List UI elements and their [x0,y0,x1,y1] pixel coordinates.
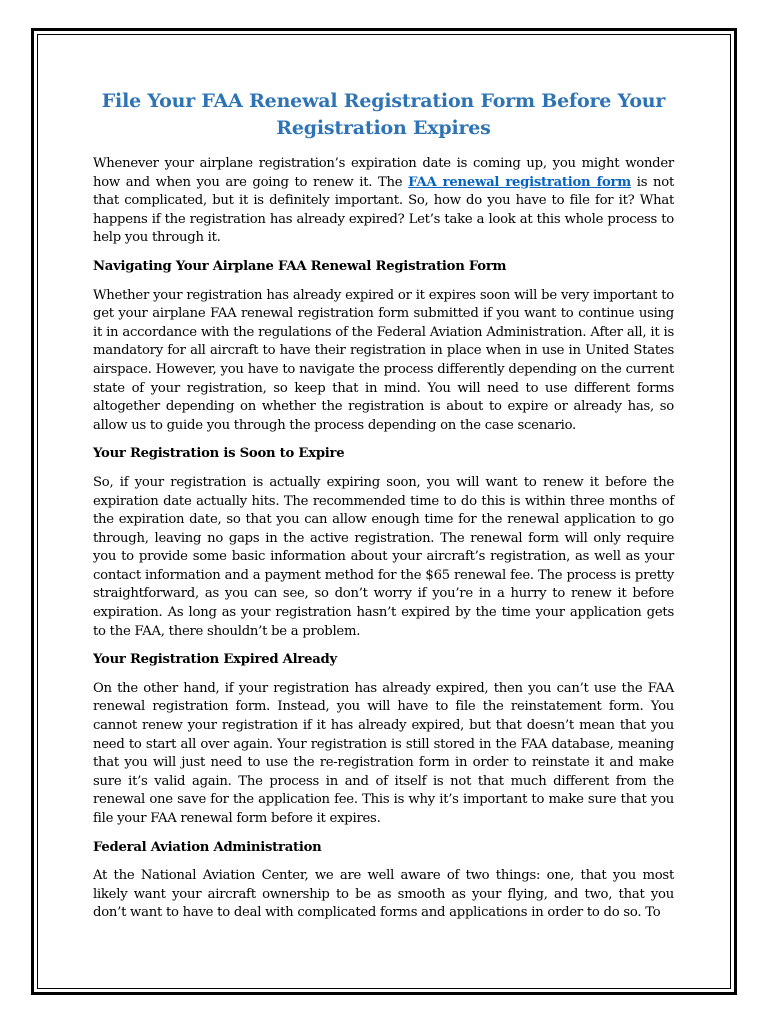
document-content [93,88,674,933]
section-body-faa: At the National Aviation Center, we are well aware of two things: one, that you most likely want your aircraft ownership to be as smooth as your flying, and two, that you don’t want to have to deal with complicated forms and applications in order to do so. To [93,868,674,921]
intro-paragraph [93,155,674,248]
section-heading-expired-already: Your Registration Expired Already [93,652,337,668]
section-heading-soon-to-expire: Your Registration is Soon to Expire [93,446,345,462]
section-body-navigating: Whether your registration has already expired or it expires soon will be very important to get your airplane FAA renewal registration form submitted if you want to continue using it in accordance with the regulations of the Federal Aviation Administration. After all, it is mandatory for all aircraft to have their registration in place when in use in United States airspace. However, you have to navigate the process differently depending on the current state of your registration, so keep that in mind. You will need to use different forms altogether depending on whether the registration is about to expire or already has, so allow us to guide you through the process depending on the case scenario. [93,287,674,433]
section-heading-navigating: Navigating Your Airplane FAA Renewal Registration Form [93,258,507,274]
document-title: File Your FAA Renewal Registration Form Before Your Registration Expires [101,90,666,139]
section-body-expired-already: On the other hand, if your registration has already expired, then you can’t use the FAA renewal registration form. Instead, you will have to file the reinstatement form. You cannot renew your registration if it has already expired, but that doesn’t mean that you need to start all over again. Your registration is still stored in the FAA database, meaning that you will just need to use the re-registration form in order to reinstate it and make sure it’s valid again. The process in and of itself is not that much different from the renewal one save for the application fee. This is why it’s important to make sure that you file your FAA renewal form before it expires. [93,680,674,826]
faa-renewal-form-link[interactable]: FAA renewal registration form [408,174,631,190]
intro-text-before-link: Whenever your airplane registration’s expiration date is coming up, you might wonder how and when you are going to renew it. The [93,156,674,190]
intro-text-after-link: is not that complicated, but it is definitely important. So, how do you have to file for it? What happens if the registration has already expired? Let’s take a look at this whole process to help you through it. [93,174,675,246]
section-body-soon-to-expire: So, if your registration is actually expiring soon, you will want to renew it before the expiration date actually hits. The recommended time to do this is within three months of the expiration date, so that you can allow enough time for the renewal application to go through, leaving no gaps in the active registration. The renewal form will only require you to provide some basic information about your aircraft’s registration, as well as your contact information and a payment method for the $65 renewal fee. The process is pretty straightforward, as you can see, so don’t worry if you’re in a hurry to renew it before expiration. As long as your registration hasn’t expired by the time your application gets to the FAA, there shouldn’t be a problem. [93,474,674,639]
section-heading-faa: Federal Aviation Administration [93,839,322,855]
